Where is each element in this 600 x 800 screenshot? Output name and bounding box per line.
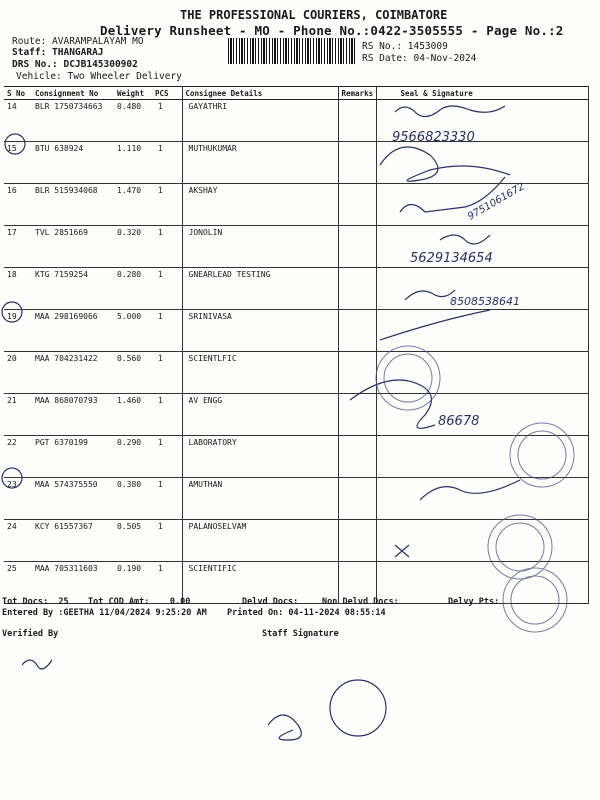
staff-signature-label: Staff Signature <box>262 629 339 639</box>
cell-consignee: AKSHAY <box>182 184 338 226</box>
rs-number: RS No.: 1453009 <box>362 41 448 52</box>
cell-consignee: AV ENGG <box>182 394 338 436</box>
cell-seal-signature <box>376 100 588 142</box>
cell-remarks <box>338 268 376 310</box>
cell-consignment-no: MAA 704231422 <box>32 352 114 394</box>
entered-by: Entered By :GEETHA 11/04/2024 9:25:20 AM <box>2 608 207 618</box>
cell-seal-signature <box>376 394 588 436</box>
cell-remarks <box>338 436 376 478</box>
cell-weight: 1.460 <box>114 394 152 436</box>
table-row <box>4 142 588 184</box>
staff-circle-mark <box>330 680 386 736</box>
col-header-seal: Seal & Signature <box>376 87 588 100</box>
cell-sno: 20 <box>4 352 32 394</box>
cell-consignment-no: TVL 2851669 <box>32 226 114 268</box>
cell-remarks <box>338 142 376 184</box>
table-row <box>4 100 588 142</box>
route-label: Route: AVARAMPALAYAM MO <box>12 36 144 47</box>
cell-pcs: 1 <box>152 562 182 604</box>
cell-weight: 0.380 <box>114 478 152 520</box>
cell-remarks <box>338 478 376 520</box>
cell-weight: 5.000 <box>114 310 152 352</box>
table-row <box>4 352 588 394</box>
cell-consignment-no: PGT 6370199 <box>32 436 114 478</box>
total-cod: Tot COD Amt: 0.00 <box>88 597 191 607</box>
cell-seal-signature <box>376 184 588 226</box>
table-header-row <box>4 87 588 100</box>
cell-pcs: 1 <box>152 478 182 520</box>
verified-signature <box>22 660 52 669</box>
cell-pcs: 1 <box>152 436 182 478</box>
cell-consignment-no: KCY 61557367 <box>32 520 114 562</box>
verified-by: Verified By <box>2 629 59 639</box>
cell-pcs: 1 <box>152 142 182 184</box>
cell-sno: 16 <box>4 184 32 226</box>
table-row <box>4 478 588 520</box>
cell-seal-signature <box>376 268 588 310</box>
cell-consignee: SRINIVASA <box>182 310 338 352</box>
cell-consignee: MUTHUKUMAR <box>182 142 338 184</box>
drs-number: DRS No.: DCJB145300902 <box>12 59 138 70</box>
non-delivered-docs: Non Delvd Docs: <box>322 597 399 607</box>
cell-remarks <box>338 520 376 562</box>
col-header-sno: S No <box>4 87 32 100</box>
cell-remarks <box>338 184 376 226</box>
company-name: THE PROFESSIONAL COURIERS, COIMBATORE <box>180 8 448 22</box>
cell-consignee: AMUTHAN <box>182 478 338 520</box>
cell-weight: 0.560 <box>114 352 152 394</box>
cell-consignment-no: BLR 1750734663 <box>32 100 114 142</box>
cell-sno: 22 <box>4 436 32 478</box>
cell-pcs: 1 <box>152 394 182 436</box>
vehicle-label: Vehicle: Two Wheeler Delivery <box>16 71 182 82</box>
cell-pcs: 1 <box>152 184 182 226</box>
cell-consignee: PALANOSELVAM <box>182 520 338 562</box>
cell-seal-signature <box>376 436 588 478</box>
cell-pcs: 1 <box>152 310 182 352</box>
cell-sno: 15 <box>4 142 32 184</box>
cell-sno: 18 <box>4 268 32 310</box>
cell-sno: 17 <box>4 226 32 268</box>
cell-consignee: SCIENTIFIC <box>182 562 338 604</box>
col-header-pcs: PCS <box>152 87 182 100</box>
cell-weight: 1.110 <box>114 142 152 184</box>
staff-signature-mark <box>268 715 301 740</box>
cell-weight: 0.320 <box>114 226 152 268</box>
cell-remarks <box>338 226 376 268</box>
cell-weight: 0.190 <box>114 562 152 604</box>
cell-consignment-no: MAA 574375550 <box>32 478 114 520</box>
cell-consignment-no: MAA 868070793 <box>32 394 114 436</box>
cell-pcs: 1 <box>152 520 182 562</box>
cell-weight: 1.470 <box>114 184 152 226</box>
table-row <box>4 520 588 562</box>
cell-remarks <box>338 310 376 352</box>
cell-consignment-no: MAA 298169066 <box>32 310 114 352</box>
cell-consignee: JONOLIN <box>182 226 338 268</box>
barcode <box>228 38 356 64</box>
cell-consignee: GNEARLEAD TESTING <box>182 268 338 310</box>
handwritten-phone-2: 9751061672 <box>466 181 527 223</box>
cell-weight: 0.280 <box>114 268 152 310</box>
table-row <box>4 226 588 268</box>
delivery-points: Delvy Pts: <box>448 597 500 607</box>
cell-pcs: 1 <box>152 268 182 310</box>
delivered-docs: Delvd Docs: <box>242 597 299 607</box>
cell-consignment-no: BLR 515934068 <box>32 184 114 226</box>
cell-consignment-no: BTU 638924 <box>32 142 114 184</box>
cell-sno: 23 <box>4 478 32 520</box>
handwritten-phone-4: 8508538641 <box>450 295 520 308</box>
col-header-consignment: Consignment No <box>32 87 114 100</box>
printed-on: Printed On: 04-11-2024 08:55:14 <box>227 608 386 618</box>
cell-remarks <box>338 394 376 436</box>
cell-consignment-no: KTG 7159254 <box>32 268 114 310</box>
cell-weight: 0.505 <box>114 520 152 562</box>
cell-consignment-no: MAA 705311603 <box>32 562 114 604</box>
runsheet-title: Delivery Runsheet - MO - Phone No.:0422-3505555 - Page No.:2 <box>100 23 564 38</box>
runsheet-table <box>4 86 589 604</box>
table-row <box>4 184 588 226</box>
table-row <box>4 436 588 478</box>
handwritten-phone-5: 86678 <box>438 414 480 429</box>
cell-seal-signature <box>376 478 588 520</box>
cell-pcs: 1 <box>152 352 182 394</box>
cell-seal-signature <box>376 310 588 352</box>
table-row <box>4 394 588 436</box>
cell-weight: 0.290 <box>114 436 152 478</box>
cell-sno: 25 <box>4 562 32 604</box>
rs-date: RS Date: 04-Nov-2024 <box>362 53 477 64</box>
col-header-remarks: Remarks <box>338 87 376 100</box>
cell-consignee: GAYATHRI <box>182 100 338 142</box>
cell-seal-signature <box>376 226 588 268</box>
cell-weight: 0.480 <box>114 100 152 142</box>
col-header-consignee: Consignee Details <box>182 87 338 100</box>
handwritten-phone-1: 9566823330 <box>392 130 475 145</box>
cell-sno: 14 <box>4 100 32 142</box>
cell-seal-signature <box>376 352 588 394</box>
cell-pcs: 1 <box>152 226 182 268</box>
cell-seal-signature <box>376 142 588 184</box>
table-row <box>4 310 588 352</box>
cell-pcs: 1 <box>152 100 182 142</box>
table-row <box>4 268 588 310</box>
cell-sno: 19 <box>4 310 32 352</box>
total-docs: Tot Docs: 25 <box>2 597 69 607</box>
col-header-weight: Weight <box>114 87 152 100</box>
handwritten-phone-3: 5629134654 <box>410 251 493 266</box>
staff-label: Staff: THANGARAJ <box>12 47 104 58</box>
cell-remarks <box>338 100 376 142</box>
cell-consignee: LABORATORY <box>182 436 338 478</box>
cell-seal-signature <box>376 520 588 562</box>
cell-remarks <box>338 352 376 394</box>
cell-sno: 21 <box>4 394 32 436</box>
cell-sno: 24 <box>4 520 32 562</box>
cell-consignee: SCIENTLFIC <box>182 352 338 394</box>
